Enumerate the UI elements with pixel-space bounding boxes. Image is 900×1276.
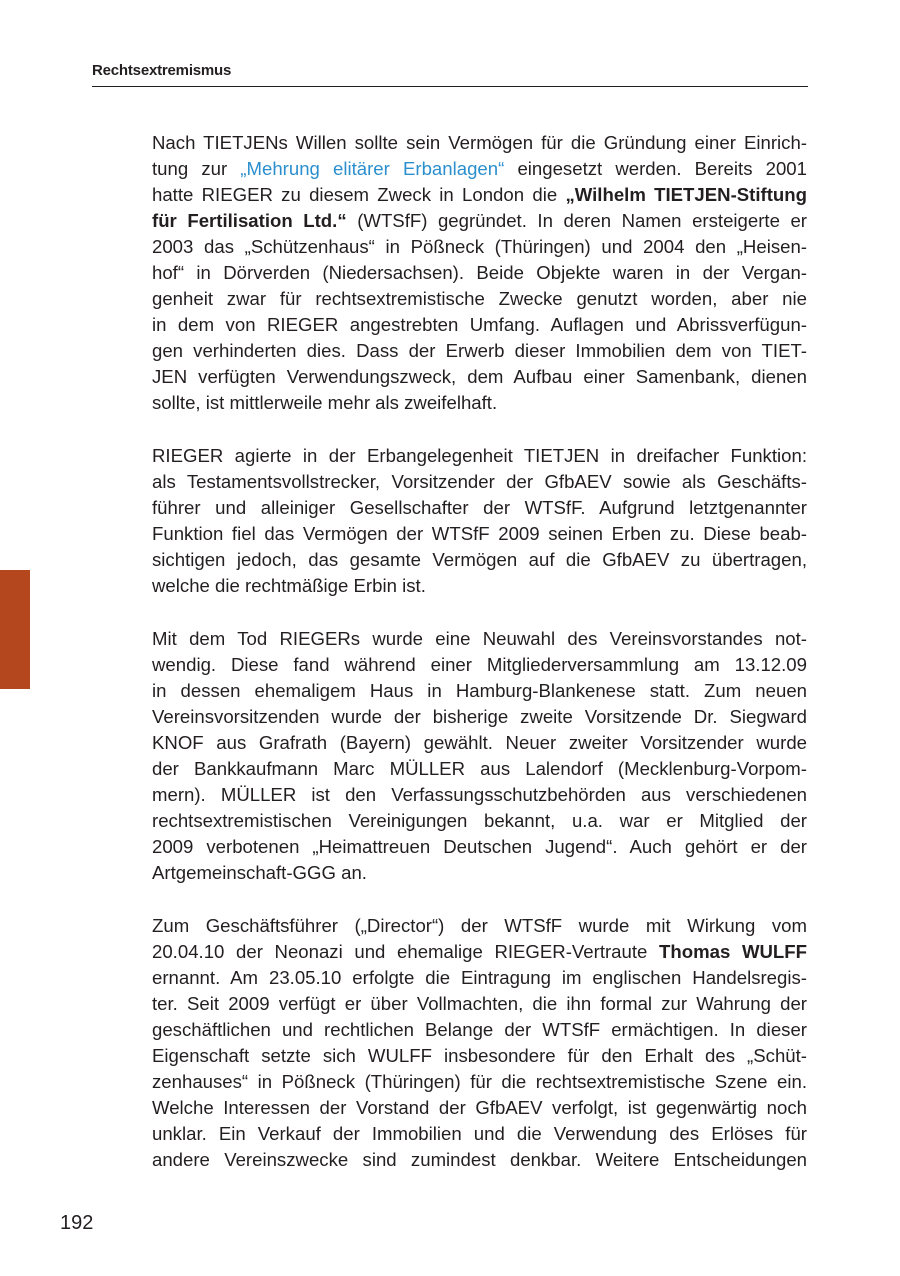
header-title: Rechtsextremismus (92, 62, 232, 79)
text-segment: (WTSfF) gegründet. In deren Namen ersteigerte er (357, 210, 808, 231)
text-line: der Bankkaufmann Marc MÜLLER aus Lalendorf (Mecklenburg-Vorpom- (152, 758, 807, 779)
bold-term: für Fertilisation Ltd.“ (152, 210, 347, 231)
text-line: genheit zwar für rechtsextremistische Zwecke genutzt worden, aber nie (152, 288, 807, 309)
text-line: ernannt. Am 23.05.10 erfolgte die Eintragung im englischen Handelsregis- (152, 967, 807, 988)
text-line: Eigenschaft setzte sich WULFF insbesondere für den Erhalt des „Schüt- (152, 1045, 807, 1066)
text-line: KNOF aus Grafrath (Bayern) gewählt. Neuer zweiter Vorsitzender wurde (152, 732, 807, 753)
text-segment: 20.04.10 der Neonazi und ehemalige RIEGER-Vertraute (152, 941, 648, 962)
text-line: Zum Geschäftsführer („Director“) der WTSfF wurde mit Wirkung vom (152, 915, 807, 936)
running-header (92, 62, 808, 87)
text-line: sichtigen jedoch, das gesamte Vermögen auf die GfbAEV zu übertragen, (152, 549, 807, 570)
text-line: führer und alleiniger Gesellschafter der WTSfF. Aufgrund letztgenannter (152, 497, 807, 518)
paragraph (152, 130, 807, 416)
text-line: Funktion fiel das Vermögen der WTSfF 2009 seinen Erben zu. Diese beab- (152, 523, 807, 544)
text-segment: hatte RIEGER zu diesem Zweck in London die (152, 184, 558, 205)
text-line: ter. Seit 2009 verfügt er über Vollmachten, die ihn formal zur Wahrung der (152, 993, 807, 1014)
text-line (152, 939, 807, 965)
text-segment: eingesetzt werden. Bereits 2001 (517, 158, 807, 179)
text-line: JEN verfügten Verwendungszweck, dem Aufbau einer Samenbank, dienen (152, 366, 807, 387)
page-number: 192 (60, 1212, 94, 1234)
text-line: hof“ in Dörverden (Niedersachsen). Beide Objekte waren in der Vergan- (152, 262, 807, 283)
text-line (152, 182, 807, 208)
text-line: 2009 verbotenen „Heimattreuen Deutschen Jugend“. Auch gehört er der (152, 836, 807, 857)
highlighted-term: „Mehrung elitärer Erbanlagen“ (240, 158, 505, 179)
text-line: als Testamentsvollstrecker, Vorsitzender der GfbAEV sowie als Geschäfts- (152, 471, 807, 492)
body-text (152, 130, 807, 1200)
text-line (152, 208, 807, 234)
text-line: sollte, ist mittlerweile mehr als zweifelhaft. (152, 392, 498, 413)
text-line: in dessen ehemaligem Haus in Hamburg-Blankenese statt. Zum neuen (152, 680, 807, 701)
text-line: unklar. Ein Verkauf der Immobilien und die Verwendung des Erlöses für (152, 1123, 807, 1144)
text-line: welche die rechtmäßige Erbin ist. (152, 575, 426, 596)
text-line: Vereinsvorsitzenden wurde der bisherige zweite Vorsitzende Dr. Siegward (152, 706, 807, 727)
text-line: rechtsextremistischen Vereinigungen bekannt, u.a. war er Mitglied der (152, 810, 807, 831)
text-line: Welche Interessen der Vorstand der GfbAEV verfolgt, ist gegenwärtig noch (152, 1097, 807, 1118)
bold-term: Thomas WULFF (659, 941, 808, 962)
paragraph (152, 626, 807, 886)
chapter-thumb-tab (0, 570, 30, 689)
text-line: RIEGER agierte in der Erbangelegenheit TIETJEN in dreifacher Funktion: (152, 445, 807, 466)
text-line (152, 156, 807, 182)
text-line: Nach TIETJENs Willen sollte sein Vermögen für die Gründung einer Einrich- (152, 132, 807, 153)
text-line: andere Vereinszwecke sind zumindest denkbar. Weitere Entscheidungen (152, 1149, 807, 1170)
paragraph (152, 443, 807, 599)
text-segment: tung zur (152, 158, 228, 179)
text-line: Artgemeinschaft-GGG an. (152, 862, 367, 883)
bold-term: „Wilhelm TIETJEN-Stiftung (565, 184, 807, 205)
text-line: Mit dem Tod RIEGERs wurde eine Neuwahl des Vereinsvorstandes not- (152, 628, 807, 649)
text-line: gen verhinderten dies. Dass der Erwerb dieser Immobilien dem von TIET- (152, 340, 807, 361)
text-line: wendig. Diese fand während einer Mitgliederversammlung am 13.12.09 (152, 654, 807, 675)
text-line: zenhauses“ in Pößneck (Thüringen) für die rechtsextremistische Szene ein. (152, 1071, 807, 1092)
text-line: mern). MÜLLER ist den Verfassungsschutzbehörden aus verschiedenen (152, 784, 807, 805)
text-line: in dem von RIEGER angestrebten Umfang. Auflagen und Abrissverfügun- (152, 314, 807, 335)
paragraph (152, 913, 807, 1173)
text-line: 2003 das „Schützenhaus“ in Pößneck (Thüringen) und 2004 den „Heisen- (152, 236, 807, 257)
text-line: geschäftlichen und rechtlichen Belange der WTSfF ermächtigen. In dieser (152, 1019, 807, 1040)
